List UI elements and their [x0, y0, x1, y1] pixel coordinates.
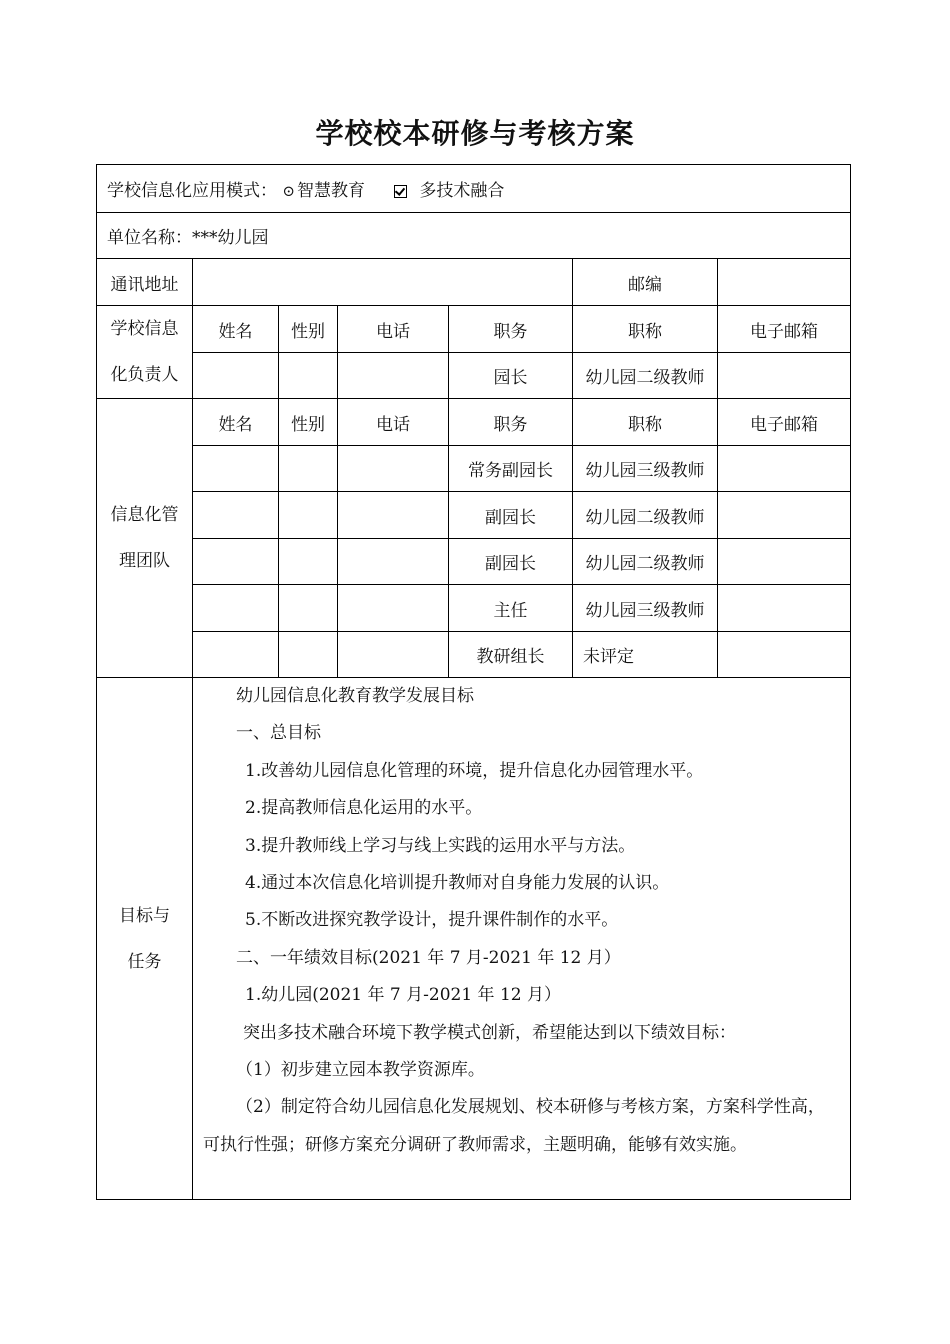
- unit-name: 单位名称：***幼儿园: [97, 213, 851, 259]
- leader-duty: 园长: [449, 353, 573, 399]
- team-row: [97, 492, 851, 539]
- goals-section-heading: 一、总目标: [236, 723, 321, 744]
- postcode-label: 邮编: [573, 259, 718, 306]
- mode-option-2: 多技术融合: [419, 181, 505, 201]
- leader-email[interactable]: [718, 353, 851, 399]
- goals-label: 目标与 任务: [97, 678, 193, 1200]
- goals-item: 5.不断改进探究教学设计，提升课件制作的水平。: [245, 910, 619, 931]
- leader-header-row: [97, 306, 851, 353]
- leader-header-duty: 职务: [449, 306, 573, 353]
- mode-row: [97, 165, 851, 213]
- goals-section-heading: 二、一年绩效目标(2021 年 7 月-2021 年 12 月）: [236, 947, 621, 968]
- leader-name[interactable]: [193, 353, 279, 399]
- leader-header-email: 电子邮箱: [718, 306, 851, 353]
- unit-row: [97, 213, 851, 259]
- mode-label: 学校信息化应用模式：: [107, 181, 277, 201]
- checkbox-checked-icon[interactable]: [394, 185, 407, 198]
- goals-item: 2.提高教师信息化运用的水平。: [245, 798, 483, 819]
- mode-option-1: 智慧教育: [296, 181, 365, 201]
- leader-header-phone: 电话: [338, 306, 449, 353]
- goals-item: 1.幼儿园(2021 年 7 月-2021 年 12 月）: [245, 985, 561, 1006]
- team-duty: 常务副园长: [449, 446, 573, 492]
- goals-item: （1）初步建立园本教学资源库。: [236, 1060, 485, 1081]
- team-title: 幼儿园三级教师: [573, 446, 718, 492]
- team-header-duty: 职务: [449, 399, 573, 446]
- page-title: 学校校本研修与考核方案: [315, 117, 635, 150]
- leader-row: [97, 353, 851, 399]
- goals-item: 突出多技术融合环境下教学模式创新，希望能达到以下绩效目标：: [243, 1022, 736, 1043]
- team-header-email: 电子邮箱: [718, 399, 851, 446]
- team-duty: 主任: [449, 585, 573, 632]
- leader-header-name: 姓名: [193, 306, 279, 353]
- team-duty: 教研组长: [449, 632, 573, 678]
- team-row: [97, 632, 851, 678]
- team-row: [97, 585, 851, 632]
- address-label: 通讯地址: [97, 259, 193, 306]
- team-header-row: [97, 399, 851, 446]
- team-row: [97, 446, 851, 492]
- goals-content: [193, 678, 851, 1200]
- goals-item: 3.提升教师线上学习与线上实践的运用水平与方法。: [245, 835, 636, 856]
- leader-header-title: 职称: [573, 306, 718, 353]
- goals-item: 4.通过本次信息化培训提升教师对自身能力发展的认识。: [245, 873, 670, 894]
- radio-icon[interactable]: ⊙: [282, 182, 295, 200]
- goals-heading: 幼儿园信息化教育教学发展目标: [236, 686, 474, 706]
- goals-item: （2）制定符合幼儿园信息化发展规划、校本研修与考核方案，方案科学性高，可执行性强；研修方案充分调研了教师需求，主题明确，能够有效实施。: [203, 1097, 825, 1155]
- goals-item: 1.改善幼儿园信息化管理的环境，提升信息化办园管理水平。: [245, 760, 704, 781]
- leader-title: 幼儿园二级教师: [573, 353, 718, 399]
- team-title: 幼儿园三级教师: [573, 585, 718, 632]
- leader-phone[interactable]: [338, 353, 449, 399]
- team-title: 幼儿园二级教师: [573, 539, 718, 585]
- team-duty: 副园长: [449, 539, 573, 585]
- team-header-phone: 电话: [338, 399, 449, 446]
- team-label: 信息化管 理团队: [97, 399, 193, 678]
- postcode-value[interactable]: [718, 259, 851, 306]
- team-header-gender: 性别: [279, 399, 338, 446]
- leader-gender[interactable]: [279, 353, 338, 399]
- team-title: 幼儿园二级教师: [573, 492, 718, 539]
- team-header-title: 职称: [573, 399, 718, 446]
- team-header-name: 姓名: [193, 399, 279, 446]
- address-row: [97, 259, 851, 306]
- plan-form-table: [96, 164, 851, 1200]
- leader-label: 学校信息 化负责人: [97, 306, 193, 399]
- goals-row: [97, 678, 851, 1200]
- team-title: 未评定: [573, 632, 718, 678]
- team-duty: 副园长: [449, 492, 573, 539]
- address-value[interactable]: [193, 259, 573, 306]
- team-row: [97, 539, 851, 585]
- leader-header-gender: 性别: [279, 306, 338, 353]
